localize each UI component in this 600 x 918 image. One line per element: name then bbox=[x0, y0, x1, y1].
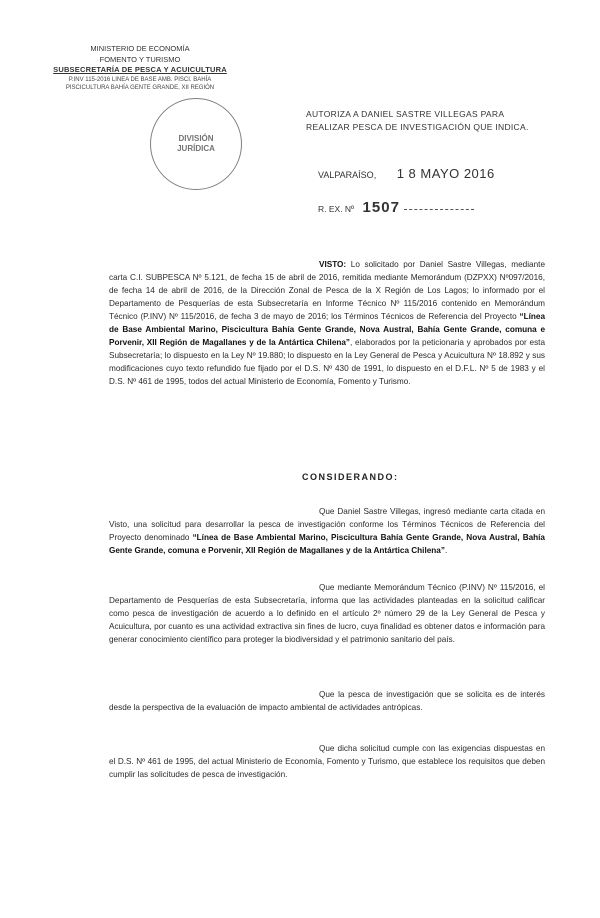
rex-underline bbox=[404, 209, 474, 210]
considerando-1 bbox=[109, 505, 545, 557]
rex-label: R. EX. Nº bbox=[318, 204, 355, 214]
reference-line-1: P.INV 115-2016 LINEA DE BASE AMB. PISCI. BAHÍA bbox=[68, 76, 212, 83]
considerando-3 bbox=[109, 688, 545, 714]
date-place: VALPARAÍSO, bbox=[318, 170, 377, 180]
reference-line-2: PISCICULTURA BAHÍA GENTE GRANDE, XII REGIÓN bbox=[65, 84, 215, 91]
considerando-1-project: “Línea de Base Ambiental Marino, Piscicultura Bahía Gente Grande, Nova Austral, Bahía Gente Grande, comuna e Porvenir, XII Región de Magallanes y de la Antártica Chilena” bbox=[109, 533, 545, 555]
considerando-4 bbox=[109, 742, 545, 781]
visto-text-1: Lo solicitado por Daniel Sastre Villegas, mediante carta C.I. SUBPESCA Nº 5.121, de fecha 15 de abril de 2016, remitida mediante Memorándum (DZPXX) Nº097/2016, de fecha 14 de abril de 2016, de la Dirección Zonal de Pesca de la X Región de Los Lagos; lo informado por el Departamento de Pesquerías de esta Subsecretaría en Informe Técnico Nº 115/2016 contenido en Memorándum Técnico (P.INV) Nº 115/2016, de fecha 3 de mayo de 2016; los Términos Técnicos de Referencia del Proyecto bbox=[109, 260, 545, 321]
considerando-4-text: Que dicha solicitud cumple con las exigencias dispuestas en el D.S. Nº 461 de 1995, del actual Ministerio de Economía, Fomento y Turismo, que establece los requisitos que deben cumplir las solicitudes de pesca de investigación. bbox=[109, 744, 545, 779]
visto-label: VISTO: bbox=[319, 260, 347, 269]
ministry-name: MINISTERIO DE ECONOMÍA bbox=[90, 44, 190, 53]
considerando-1-text: Que Daniel Sastre Villegas, ingresó mediante carta citada en Visto, una solicitud para desarrollar la pesca de investigación conforme los Términos Técnicos de Referencia del Proyecto denominado bbox=[109, 507, 545, 542]
date-value: 1 8 MAYO 2016 bbox=[396, 166, 495, 181]
considerando-1-end: . bbox=[444, 546, 448, 555]
resolution-title: AUTORIZA A DANIEL SASTRE VILLEGAS PARA REALIZAR PESCA DE INVESTIGACIÓN QUE INDICA. bbox=[306, 109, 529, 132]
visto-paragraph bbox=[109, 258, 545, 388]
considerando-heading: CONSIDERANDO: bbox=[302, 472, 399, 482]
stamp-line-1: DIVISIÓN bbox=[178, 134, 214, 143]
considerando-2-text: Que mediante Memorándum Técnico (P.INV) Nº 115/2016, el Departamento de Pesquerías de esta Subsecretaría, informa que las actividades planteadas en la solicitud calificar como pesca de investigación de acuerdo a lo definido en el artículo 2º número 29 de la Ley General de Pesca y Acuicultura, por cuanto es una actividad extractiva sin fines de lucro, cuya finalidad es obtener datos e información para generar conocimiento científico para proteger la biodiversidad y el patrimonio sanitario del país. bbox=[109, 583, 545, 644]
subsecretaria-name: SUBSECRETARÍA DE PESCA Y ACUICULTURA bbox=[53, 65, 227, 74]
stamp-line-2: JURÍDICA bbox=[177, 144, 215, 153]
division-juridica-stamp bbox=[150, 98, 242, 190]
rex-number: 1507 bbox=[362, 199, 400, 216]
resolution-number bbox=[318, 199, 474, 216]
considerando-3-text: Que la pesca de investigación que se solicita es de interés desde la perspectiva de la evaluación de impacto ambiental de actividades antrópicas. bbox=[109, 690, 545, 712]
resolution-date bbox=[318, 166, 495, 181]
letterhead bbox=[40, 44, 240, 92]
considerando-2 bbox=[109, 581, 545, 646]
visto-project-name: “Línea de Base Ambiental Marino, Piscicultura Bahía Gente Grande, Nova Austral, Bahía Gente Grande, comuna e Porvenir, XII Región de Magallanes y de la Antártica Chilena” bbox=[109, 312, 545, 347]
visto-text-2: , elaborados por la peticionaria y aprobados por esta Subsecretaría; lo dispuesto en la Ley Nº 19.880; lo dispuesto en la Ley General de Pesca y Acuicultura Nº 18.892 y sus modificaciones cuyo texto refundido fue fijado por el D.S. Nº 430 de 1991, lo dispuesto en el D.F.L. Nº 5 de 1983 y el D.S. Nº 461 de 1995, todos del actual Ministerio de Economía, Fomento y Turismo. bbox=[109, 338, 545, 386]
ministry-name-2: FOMENTO Y TURISMO bbox=[99, 54, 181, 64]
